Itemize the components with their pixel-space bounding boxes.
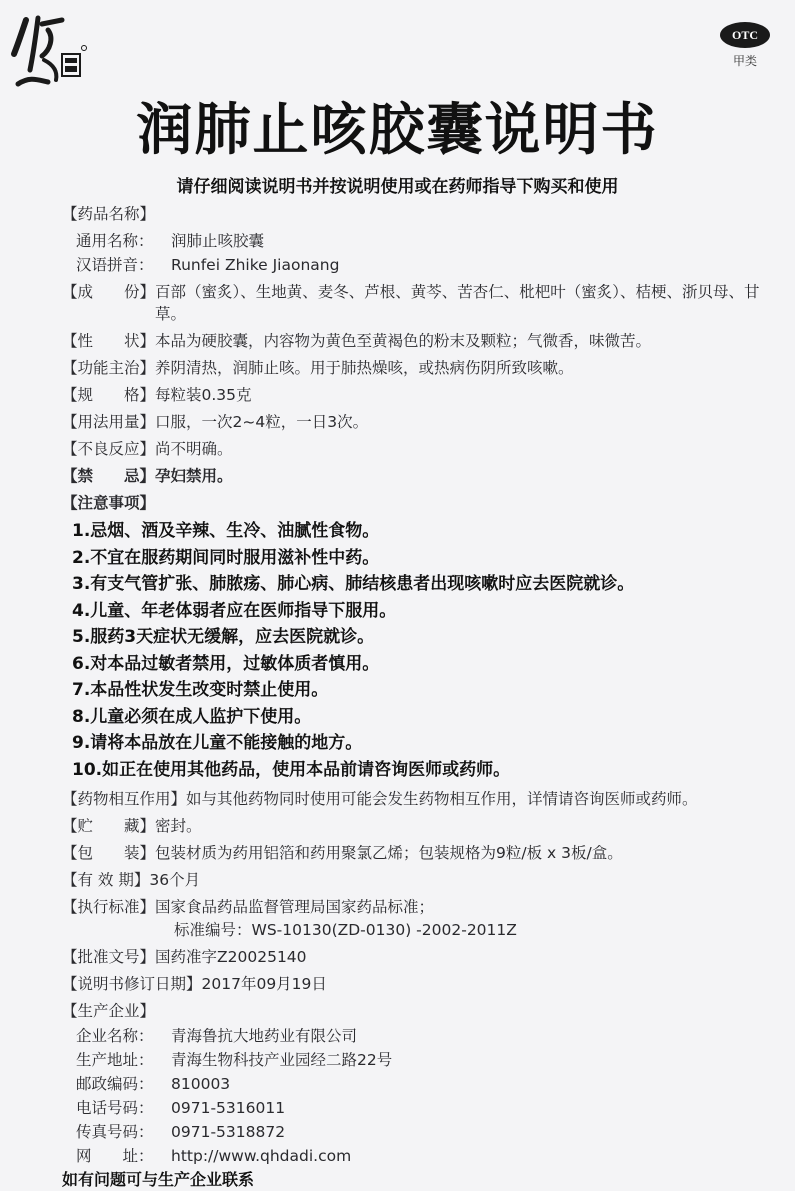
pinyin-row: [62, 254, 762, 276]
address-label: 生产地址：: [76, 1050, 154, 1069]
leaflet-body: [62, 203, 762, 1191]
validity-label: 【有 效 期】: [62, 870, 150, 889]
company-name-value: 青海鲁抗大地药业有限公司: [171, 1026, 358, 1045]
manufacturer-label: 【生产企业】: [62, 1001, 156, 1020]
manufacturer-heading: [62, 1000, 762, 1022]
phone-row: [62, 1097, 762, 1119]
usage-row: [62, 411, 762, 433]
validity-value: 36个月: [149, 870, 201, 889]
phone-label: 电话号码：: [76, 1098, 154, 1117]
pinyin-label: 汉语拼音：: [76, 256, 154, 274]
fax-label: 传真号码：: [76, 1122, 154, 1141]
spec-value: 每粒装0.35克: [155, 386, 252, 404]
package-row: [62, 842, 762, 864]
ingredients-label: 【成 份】: [62, 283, 156, 301]
document-subtitle: 请仔细阅读说明书并按说明使用或在药师指导下购买和使用: [176, 177, 619, 197]
interaction-value: 如与其他药物同时使用可能会发生药物相互作用，详情请咨询医师或药师。: [186, 789, 698, 808]
otc-class: 甲类: [732, 54, 757, 68]
function-row: [62, 357, 762, 379]
fax-row: [62, 1121, 762, 1143]
adverse-label: 【不良反应】: [62, 440, 156, 458]
spec-label: 【规 格】: [62, 386, 156, 404]
note-item: 3.有支气管扩张、肺脓疡、肺心病、肺结核患者出现咳嗽时应去医院就诊。: [72, 574, 635, 594]
note-item: 9.请将本品放在儿童不能接触的地方。: [72, 733, 363, 753]
generic-name-value: 润肺止咳胶囊: [171, 232, 265, 250]
notes-list: [62, 519, 762, 782]
usage-label: 【用法用量】: [62, 413, 156, 431]
notes-label: 【注意事项】: [62, 494, 156, 512]
adverse-value: 尚不明确。: [155, 440, 233, 458]
otc-mark: [718, 22, 772, 69]
validity-row: [62, 869, 762, 891]
company-name-label: 企业名称：: [76, 1026, 154, 1045]
pinyin-value: Runfei Zhike Jiaonang: [171, 256, 340, 274]
character-value: 本品为硬胶囊，内容物为黄色至黄褐色的粉末及颗粒；气微香，味微苦。: [155, 332, 652, 350]
function-label: 【功能主治】: [62, 359, 156, 377]
usage-value: 口服，一次2~4粒，一日3次。: [155, 413, 369, 431]
website-value: http://www.qhdadi.com: [171, 1146, 352, 1165]
postcode-label: 邮政编码：: [76, 1074, 154, 1093]
postcode-value: 810003: [171, 1074, 231, 1093]
contraindication-value: 孕妇禁用。: [155, 467, 233, 485]
package-label: 【包 装】: [62, 843, 156, 862]
address-row: [62, 1049, 762, 1071]
approval-row: [62, 946, 762, 968]
adverse-row: [62, 438, 762, 460]
generic-name-row: [62, 230, 762, 252]
brand-logo: [8, 10, 88, 90]
note-item: 5.服药3天症状无缓解，应去医院就诊。: [72, 627, 375, 647]
postcode-row: [62, 1073, 762, 1095]
revision-label: 【说明书修订日期】: [62, 974, 202, 993]
website-label: 网 址：: [76, 1146, 154, 1165]
character-label: 【性 状】: [62, 332, 156, 350]
note-item: 10.如正在使用其他药品，使用本品前请咨询医师或药师。: [72, 759, 511, 780]
standard-value: 国家食品药品监督管理局国家药品标准；: [155, 897, 435, 916]
standard-row: [62, 896, 762, 918]
drug-name-heading: [62, 203, 762, 225]
note-item: 1.忌烟、酒及辛辣、生冷、油腻性食物。: [72, 521, 380, 541]
note-item: 7.本品性状发生改变时禁止使用。: [72, 680, 329, 700]
standard-number: 标准编号：WS-10130(ZD-0130) -2002-2011Z: [174, 920, 517, 939]
contraindication-label: 【禁 忌】: [62, 467, 156, 485]
revision-value: 2017年09月19日: [201, 974, 327, 993]
phone-value: 0971-5316011: [171, 1098, 286, 1117]
storage-value: 密封。: [155, 816, 202, 835]
interaction-label: 【药物相互作用】: [62, 789, 187, 808]
approval-label: 【批准文号】: [62, 947, 156, 966]
storage-label: 【贮 藏】: [62, 816, 156, 835]
company-name-row: [62, 1025, 762, 1047]
fax-value: 0971-5318872: [171, 1122, 286, 1141]
revision-row: [62, 973, 762, 995]
address-value: 青海生物科技产业园经二路22号: [171, 1050, 393, 1069]
character-row: [62, 330, 762, 352]
note-item: 8.儿童必须在成人监护下使用。: [72, 706, 312, 727]
drug-name-label: 【药品名称】: [62, 205, 156, 223]
contraindication-row: [62, 465, 762, 487]
approval-value: 国药准字Z20025140: [155, 947, 307, 966]
ingredients-value: 百部（蜜炙）、生地黄、麦冬、芦根、黄芩、苦杏仁、枇杷叶（蜜炙）、桔梗、浙贝母、甘草。: [155, 283, 760, 323]
function-value: 养阴清热，润肺止咳。用于肺热燥咳，或热病伤阴所致咳嗽。: [155, 359, 574, 377]
document-title: 润肺止咳胶囊说明书: [136, 98, 659, 163]
contact-footer: 如有问题可与生产企业联系: [62, 1169, 255, 1189]
interaction-row: [62, 788, 762, 810]
note-item: 6.对本品过敏者禁用，过敏体质者慎用。: [72, 653, 380, 674]
standard-label: 【执行标准】: [62, 897, 156, 916]
spec-row: [62, 384, 762, 406]
otc-badge: OTC: [720, 22, 770, 48]
ingredients-row: [62, 281, 762, 325]
website-row: [62, 1145, 762, 1167]
storage-row: [62, 815, 762, 837]
notes-heading: [62, 492, 762, 514]
note-item: 4.儿童、年老体弱者应在医师指导下服用。: [72, 600, 397, 621]
note-item: 2.不宜在服药期间同时服用滋补性中药。: [72, 547, 380, 568]
package-value: 包装材质为药用铝箔和药用聚氯乙烯；包装规格为9粒/板 x 3板/盒。: [155, 843, 623, 862]
generic-name-label: 通用名称：: [76, 232, 154, 250]
